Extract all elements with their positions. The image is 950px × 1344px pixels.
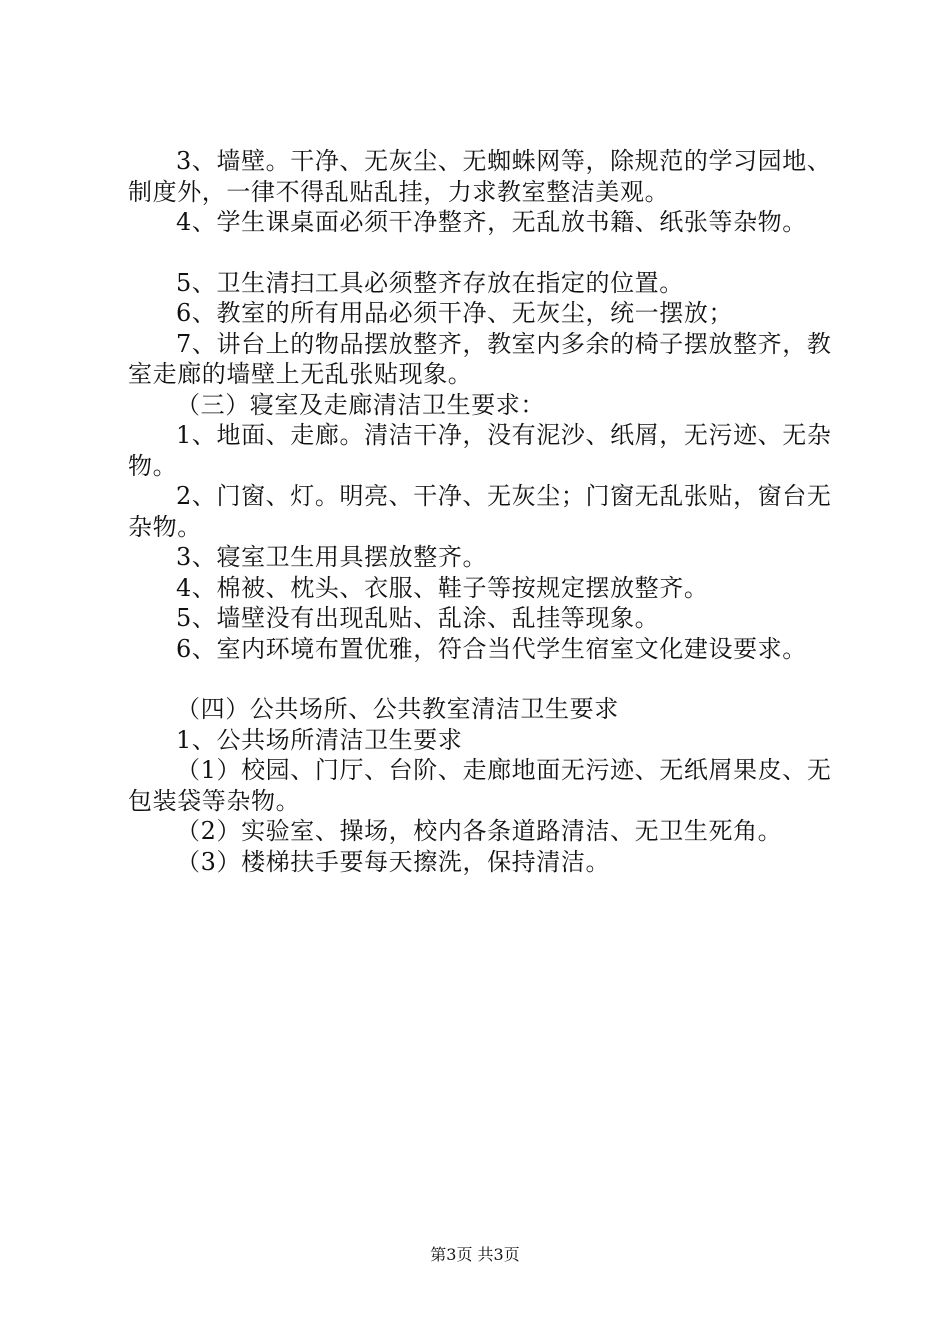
subsection-heading-public-places: 1、公共场所清洁卫生要求: [176, 725, 463, 754]
paragraph-cleaning-tools: 5、卫生清扫工具必须整齐存放在指定的位置。: [176, 268, 684, 297]
paragraph-dorm-walls: 5、墙壁没有出现乱贴、乱涂、乱挂等现象。: [176, 604, 660, 632]
paragraph-dorm-bedding: 4、棉被、枕头、衣服、鞋子等按规定摆放整齐。: [176, 573, 709, 602]
paragraph-handrails: （3）楼梯扶手要每天擦洗，保持清洁。: [176, 847, 611, 876]
section-heading-public-areas: （四）公共场所、公共教室清洁卫生要求: [176, 695, 619, 723]
document-body: [128, 146, 840, 877]
section-heading-dormitory: （三）寝室及走廊清洁卫生要求：: [176, 390, 545, 419]
paragraph-spacer: [128, 664, 840, 694]
page-number-footer: 第3页 共3页: [430, 1245, 520, 1264]
paragraph-podium-items: 7、讲台上的物品摆放整齐，教室内多余的椅子摆放整齐，教室走廊的墙壁上无乱张贴现象。: [128, 329, 832, 388]
paragraph-dorm-floor: 1、地面、走廊。清洁干净，没有泥沙、纸屑，无污迹、无杂物。: [128, 421, 832, 480]
paragraph-wall-requirement: 3、墙壁。干净、无灰尘、无蜘蛛网等，除规范的学习园地、制度外，一律不得乱贴乱挂，力求教室整洁美观。: [128, 147, 832, 206]
paragraph-classroom-items: 6、教室的所有用品必须干净、无灰尘，统一摆放；: [176, 299, 734, 327]
paragraph-spacer: [128, 238, 840, 268]
paragraph-labs-roads: （2）实验室、操场，校内各条道路清洁、无卫生死角。: [176, 817, 783, 845]
paragraph-dorm-environment: 6、室内环境布置优雅，符合当代学生宿室文化建设要求。: [176, 634, 807, 663]
paragraph-campus-floors: （1）校园、门厅、台阶、走廊地面无污迹、无纸屑果皮、无包装袋等杂物。: [128, 756, 832, 815]
paragraph-dorm-windows: 2、门窗、灯。明亮、干净、无灰尘；门窗无乱张贴，窗台无杂物。: [128, 482, 832, 541]
paragraph-desk-requirement: 4、学生课桌面必须干净整齐，无乱放书籍、纸张等杂物。: [176, 208, 807, 236]
paragraph-dorm-supplies: 3、寝室卫生用具摆放整齐。: [176, 543, 488, 571]
